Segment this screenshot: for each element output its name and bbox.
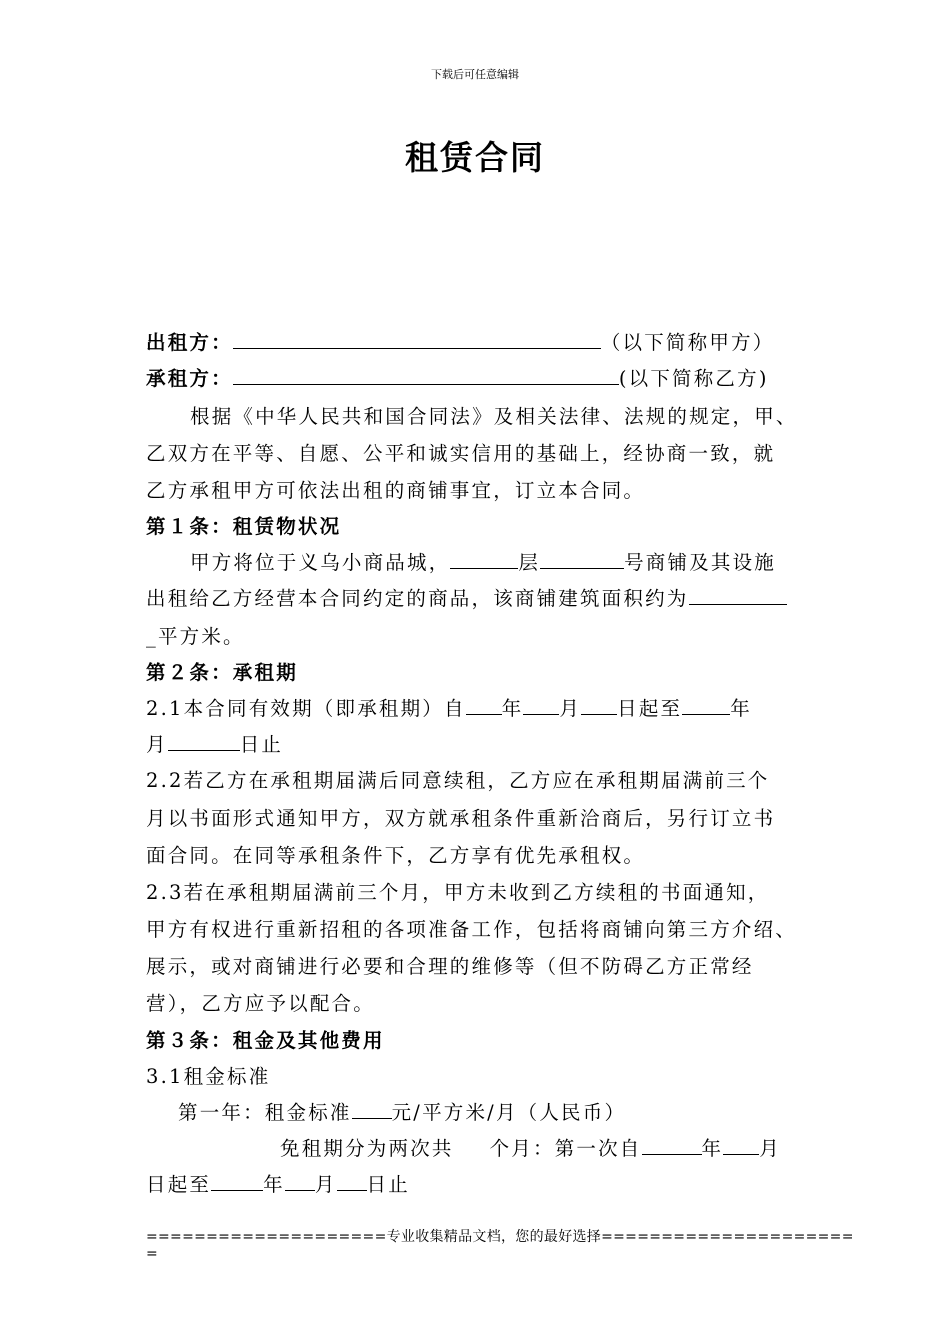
rent-year-1-label: 第一年：租金标准 (178, 1101, 352, 1124)
article-2-heading: 第２条：承租期 (146, 661, 298, 684)
page-footer-continuation: = (146, 1246, 158, 1262)
article-3-heading: 第３条：租金及其他费用 (146, 1029, 385, 1052)
start-day-label: 日起至 (617, 697, 683, 720)
article-2-3-line-3: 展示，或对商铺进行必要和合理的维修等（但不防碍乙方正常经 (146, 955, 754, 978)
start-month-label: 月 (559, 697, 582, 720)
article-2-3-line-1: 2.3若在承租期届满前三个月，甲方未收到乙方续租的书面通知， (146, 881, 770, 904)
lessee-line (146, 366, 769, 392)
article-2-1-line-1 (146, 696, 752, 722)
lessee-label: 承租方： (146, 367, 233, 390)
article-2-3-line-2: 甲方有权进行重新招租的各项准备工作，包括将商铺向第三方介绍、 (146, 918, 798, 941)
lessor-line (146, 330, 774, 356)
rent-free-text-b: 个月：第一次自 (489, 1137, 642, 1160)
start-day-blank (581, 696, 617, 715)
document-title: 租赁合同 (405, 138, 545, 177)
article-2-2-line-2: 月以书面形式通知甲方，双方就承租条件重新洽商后，另行订立书 (146, 807, 776, 830)
lessor-label: 出租方： (146, 331, 233, 354)
free-end-year-blank (211, 1172, 263, 1191)
page-header: 下载后可任意编辑 (431, 68, 519, 81)
preamble-line-3: 乙方承租甲方可依法出租的商铺事宜，订立本合同。 (146, 479, 646, 502)
end-month-label: 月 (146, 733, 168, 756)
rent-amount-blank (352, 1100, 392, 1119)
shop-number-blank (540, 550, 624, 569)
free-start-year-blank (642, 1136, 702, 1155)
free-start-year-label: 年 (701, 1137, 724, 1160)
end-day-blank (168, 732, 240, 751)
rent-free-line-2 (146, 1172, 410, 1198)
lessor-blank (233, 330, 601, 349)
floor-blank (450, 550, 518, 569)
preamble-line-1: 根据《中华人民共和国合同法》及相关法律、法规的规定，甲、 (190, 405, 798, 428)
end-day-label: 日止 (239, 733, 284, 756)
term-text: 2.1本合同有效期（即承租期）自 (146, 697, 466, 720)
article-1-text-c: 号商铺及其设施 (624, 551, 777, 574)
page-footer: ====================专业收集精品文档，您的最好选择===================== (146, 1229, 854, 1245)
article-1-text-a: 甲方将位于义乌小商品城， (190, 551, 451, 574)
free-start-month-blank (723, 1136, 759, 1155)
article-2-3-line-4: 营），乙方应予以配合。 (146, 992, 375, 1015)
lessee-suffix: (以下简称乙方) (618, 367, 769, 390)
free-start-day-label: 日起至 (146, 1173, 212, 1196)
preamble-line-2: 乙双方在平等、自愿、公平和诚实信用的基础上，经协商一致，就 (146, 442, 776, 465)
free-end-year-label: 年 (263, 1173, 285, 1196)
article-1-line-3: _平方米。 (146, 625, 245, 648)
article-2-2-line-3: 面合同。在同等承租条件下，乙方享有优先承租权。 (146, 844, 646, 867)
start-month-blank (523, 696, 559, 715)
free-end-day-label: 日止 (366, 1173, 410, 1196)
lessee-blank (233, 366, 619, 385)
area-blank (689, 586, 787, 605)
article-1-line-2 (146, 586, 787, 612)
end-year-label: 年 (730, 697, 752, 720)
start-year-blank (466, 696, 502, 715)
free-end-month-label: 月 (314, 1173, 337, 1196)
rent-unit: 元/平方米/月（人民币） (391, 1101, 627, 1124)
free-start-month-label: 月 (759, 1137, 781, 1160)
free-end-month-blank (285, 1172, 315, 1191)
rent-free-line (280, 1136, 781, 1162)
start-year-label: 年 (501, 697, 524, 720)
end-year-blank (682, 696, 730, 715)
article-3-1-title: 3.1租金标准 (146, 1065, 271, 1088)
article-2-2-line-1: 2.2若乙方在承租期届满后同意续租，乙方应在承租期届满前三个 (146, 769, 770, 792)
article-1-heading: 第１条：租赁物状况 (146, 515, 342, 538)
lessor-suffix: （以下简称甲方） (600, 331, 775, 354)
rent-free-text-a: 免租期分为两次共 (280, 1137, 454, 1160)
rent-year-1-line (178, 1100, 626, 1126)
free-end-day-blank (337, 1172, 367, 1191)
article-2-1-line-2 (146, 732, 283, 758)
article-1-text-d: 出租给乙方经营本合同约定的商品，该商铺建筑面积约为 (146, 587, 689, 610)
article-1-text-b: 层 (518, 551, 541, 574)
article-1-line-1 (190, 550, 776, 576)
